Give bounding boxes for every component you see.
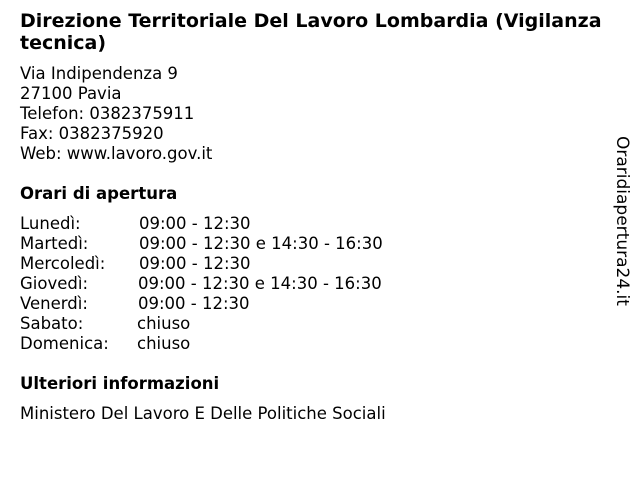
site-watermark: Oraridiapertura24.it bbox=[612, 136, 632, 306]
phone-number: Telefon: 0382375911 bbox=[20, 104, 195, 123]
day-label: Domenica: bbox=[20, 334, 109, 353]
time-value: 09:00 - 12:30 e 14:30 - 16:30 bbox=[138, 274, 382, 293]
opening-hours-heading: Orari di apertura bbox=[20, 184, 178, 203]
day-label: Martedì: bbox=[20, 234, 89, 253]
time-value: chiuso bbox=[137, 314, 191, 333]
day-label: Sabato: bbox=[20, 314, 84, 333]
day-label: Venerdì: bbox=[20, 294, 88, 313]
address-block bbox=[20, 64, 212, 164]
page-title: Direzione Territoriale Del Lavoro Lombardia (Vigilanza tecnica) bbox=[20, 10, 602, 54]
website: Web: www.lavoro.gov.it bbox=[20, 144, 213, 163]
time-value: 09:00 - 12:30 e 14:30 - 16:30 bbox=[139, 234, 383, 253]
time-value: 09:00 - 12:30 bbox=[138, 294, 250, 313]
fax-number: Fax: 0382375920 bbox=[20, 124, 164, 143]
day-label: Giovedì: bbox=[20, 274, 88, 293]
additional-info-heading: Ulteriori informazioni bbox=[20, 374, 220, 393]
time-value: chiuso bbox=[137, 334, 191, 353]
additional-info-text: Ministero Del Lavoro E Delle Politiche Sociali bbox=[20, 404, 386, 423]
time-value: 09:00 - 12:30 bbox=[139, 254, 251, 273]
day-label: Lunedì: bbox=[20, 214, 81, 233]
day-label: Mercoledì: bbox=[20, 254, 106, 273]
city-postal-code: 27100 Pavia bbox=[20, 84, 122, 103]
street-address: Via Indipendenza 9 bbox=[20, 64, 178, 83]
time-value: 09:00 - 12:30 bbox=[139, 214, 251, 233]
